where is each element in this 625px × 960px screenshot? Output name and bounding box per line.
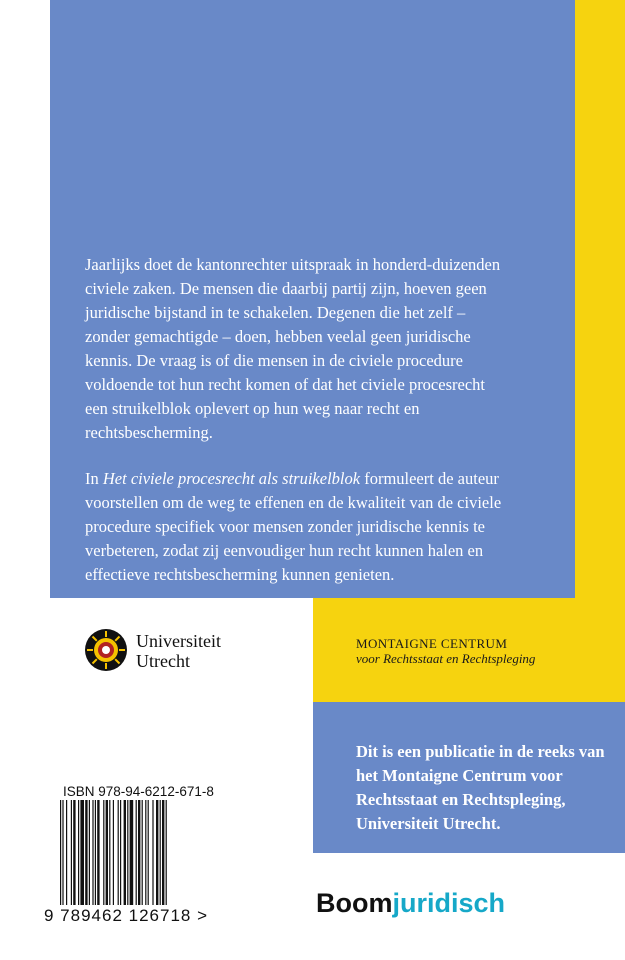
barcode-bar: [160, 800, 161, 905]
montaigne-subtitle: voor Rechtsstaat en Rechtspleging: [356, 651, 536, 666]
barcode-bar: [142, 800, 143, 905]
barcode-bar: [85, 800, 87, 905]
book-title-italic: Het civiele procesrecht als struikelblok: [102, 469, 361, 488]
barcode-bar: [97, 800, 99, 905]
barcode-bar: [106, 800, 108, 905]
barcode-bar: [156, 800, 158, 905]
barcode-bar: [78, 800, 79, 905]
publisher-name-part2: juridisch: [392, 888, 506, 918]
barcode-bar: [124, 800, 126, 905]
barcode-bar: [148, 800, 149, 905]
barcode-bar: [73, 800, 75, 905]
yellow-edge-strip: [575, 0, 625, 598]
logo-text-line2: Utrecht: [136, 651, 190, 671]
university-seal-icon: [84, 628, 128, 672]
blurb-paragraph-2: [85, 467, 505, 587]
barcode-bar: [89, 800, 90, 905]
barcode-bar: [120, 800, 121, 905]
barcode-bar: [66, 800, 67, 905]
publisher-name-part1: Boom: [316, 888, 393, 918]
isbn-label: ISBN 978-94-6212-671-8: [63, 784, 214, 799]
barcode-bar: [166, 800, 167, 905]
barcode-icon: [58, 800, 218, 905]
barcode-bar: [136, 800, 137, 905]
barcode-bar: [138, 800, 140, 905]
back-cover-blurb: [85, 253, 505, 609]
montaigne-title: MONTAIGNE CENTRUM: [356, 636, 508, 651]
series-block: [313, 702, 625, 853]
barcode-bar: [103, 800, 104, 905]
barcode-bar: [62, 800, 63, 905]
publisher-logo: [316, 888, 505, 919]
barcode-bar: [162, 800, 164, 905]
montaigne-block: [313, 598, 625, 702]
barcode-bar: [113, 800, 114, 905]
barcode-bar: [152, 800, 153, 905]
blurb-p2-lead: In: [85, 469, 103, 488]
barcode-bar: [109, 800, 110, 905]
barcode-bar: [95, 800, 96, 905]
barcode-bar: [145, 800, 146, 905]
blurb-paragraph-1: Jaarlijks doet de kantonrechter uitspraak in honderd-duizenden civiele zaken. De mensen die daarbij partij zijn, hoeven geen juridische bijstand in te schakelen. Degenen die het zelf – zonder gemachtigde – doen, hebben veelal geen juridische kennis. De vraag is of die mensen in de civiele procedure voldoende tot hun recht komen of dat het civiele procesrecht een struikelblok oplevert op hun weg naar recht en rechtsbescherming.: [85, 255, 501, 442]
barcode-bar: [130, 800, 134, 905]
barcode-bar: [118, 800, 119, 905]
barcode-bar: [80, 800, 84, 905]
barcode-digits: 9 789462 126718 >: [44, 906, 209, 925]
barcode-bar: [127, 800, 128, 905]
logo-text-line1: Universiteit: [136, 631, 221, 651]
barcode-bar: [92, 800, 93, 905]
barcode-bar: [60, 800, 61, 905]
utrecht-university-logo: [84, 625, 284, 675]
barcode-bar: [71, 800, 72, 905]
blurb-p2-rest: formuleert de auteur voorstellen om de weg te effenen en de kwaliteit van de civiele procedure specifiek voor mensen zonder juridische kennis te verbeteren, zodat zij eenvoudiger hun recht kunnen halen en effectieve rechtsbescherming kunnen genieten.: [85, 469, 502, 584]
series-statement: Dit is een publicatie in de reeks van het Montaigne Centrum voor Rechtsstaat en Rechtspleging, Universiteit Utrecht.: [356, 742, 605, 833]
